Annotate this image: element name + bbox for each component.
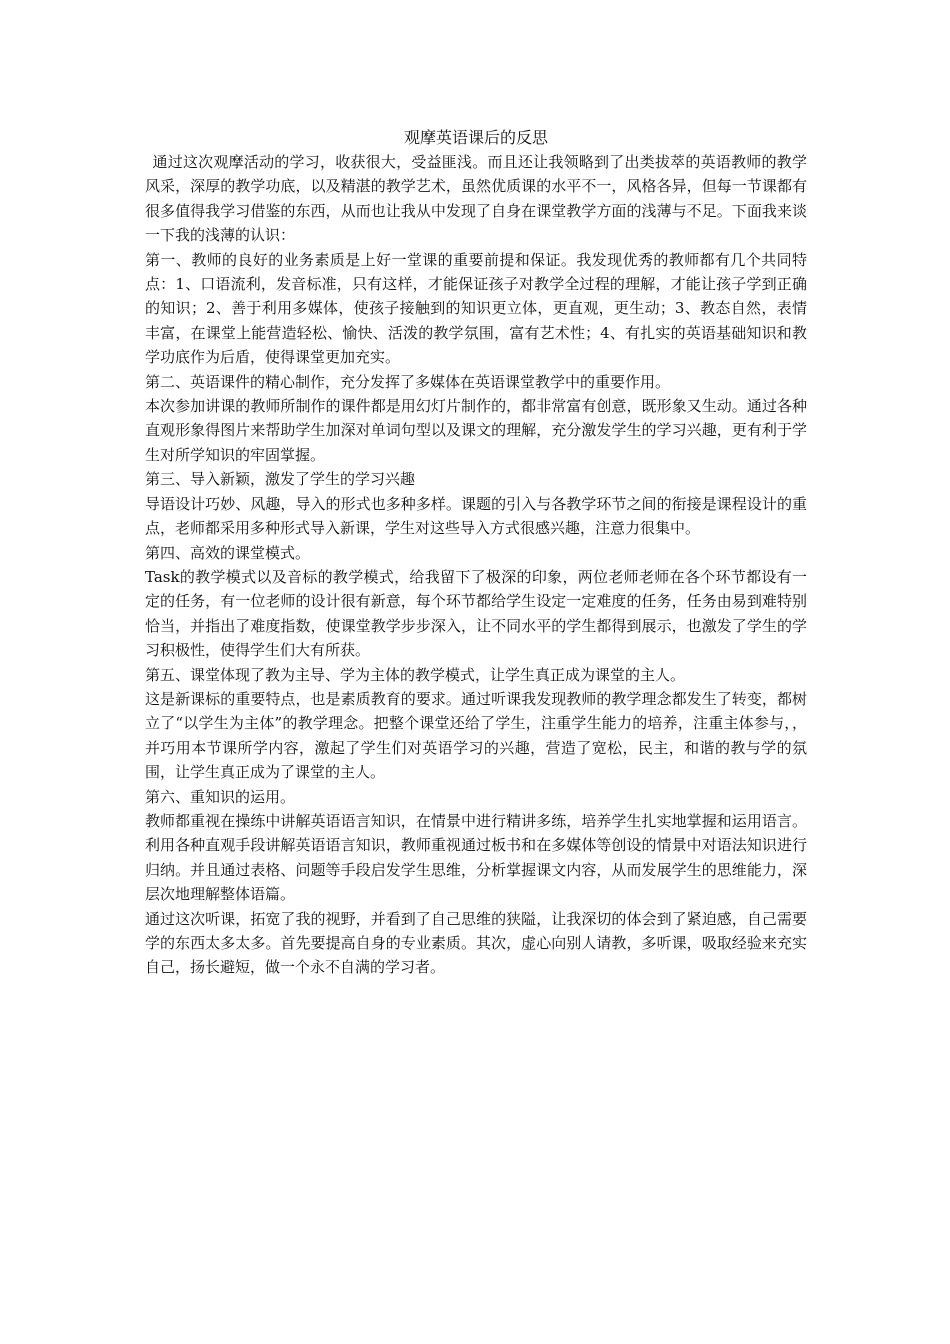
section-6-heading: 第六、重知识的运用。	[145, 787, 296, 806]
section-3-heading: 第三、导入新颖，激发了学生的学习兴趣	[145, 470, 416, 489]
section-2-body: 本次参加讲课的教师所制作的课件都是用幻灯片制作的，都非常富有创意，既形象又生动。通过各种直观形象得图片来帮助学生加深对单词句型以及课文的理解，充分激发学生的学习兴趣，更有利于学生对所学知识的牢固掌握。	[145, 397, 807, 464]
section-4-heading: 第四、高效的课堂模式。	[145, 543, 311, 562]
intro-paragraph: 通过这次观摩活动的学习，收获很大，受益匪浅。而且还让我领略到了出类拔萃的英语教师的教学风采，深厚的教学功底，以及精湛的教学艺术，虽然优质课的水平不一，风格各异，但每一节课都有很多值得我学习借鉴的东西，从而也让我从中发现了自身在课堂教学方面的浅薄与不足。下面我来谈一下我的浅薄的认识：	[145, 153, 807, 245]
section-4-body: Task的教学模式以及音标的教学模式，给我留下了极深的印象，两位老师老师在各个环节都设有一定的任务，有一位老师的设计很有新意，每个环节都给学生设定一定难度的任务，任务由易到难特别恰当，并指出了难度指数，使课堂教学步步深入，让不同水平的学生都得到展示，也激发了学生的学习积极性，使得学生们大有所获。	[145, 567, 807, 660]
section-6-body: 教师都重视在操练中讲解英语语言知识，在情景中进行精讲多练，培养学生扎实地掌握和运用语言。利用各种直观手段讲解英语语言知识，教师重视通过板书和在多媒体等创设的情景中对语法知识进行归纳。并且通过表格、问题等手段启发学生思维，分析掌握课文内容，从而发展学生的思维能力，深层次地理解整体语篇。	[145, 811, 807, 904]
document-title: 观摩英语课后的反思	[403, 128, 548, 147]
section-1-heading: 第一、教师的良好的业务素质是上好一堂课的重要前提和保证。我发现优秀的教师都有几个共同特点：1、口语流利，发音标准，只有这样，才能保证孩子对教学全过程的理解，才能让孩子学到正确的知识；2、善于利用多媒体，使孩子接触到的知识更立体，更直观，更生动；3、教态自然，表情丰富，在课堂上能营造轻松、愉快、活泼的教学氛围，富有艺术性；4、有扎实的英语基础知识和教学功底作为后盾，使得课堂更加充实。	[145, 250, 807, 367]
section-5-heading: 第五、课堂体现了教为主导、学为主体的教学模式，让学生真正成为课堂的主人。	[145, 665, 686, 684]
document-page	[145, 126, 807, 980]
section-3-body: 导语设计巧妙、风趣，导入的形式也多种多样。课题的引入与各教学环节之间的衔接是课程设计的重点，老师都采用多种形式导入新课，学生对这些导入方式很感兴趣，注意力很集中。	[145, 494, 807, 538]
section-2-heading: 第二、英语课件的精心制作，充分发挥了多媒体在英语课堂教学中的重要作用。	[145, 372, 671, 391]
section-5-body: 这是新课标的重要特点，也是素质教育的要求。通过听课我发现教师的教学理念都发生了转变，都树立了“以学生为主体”的教学理念。把整个课堂还给了学生，注重学生能力的培养，注重主体参与，，并巧用本节课所学内容，激起了学生们对英语学习的兴趣，营造了宽松，民主，和谐的教与学的氛围，让学生真正成为了课堂的主人。	[145, 689, 807, 782]
conclusion-paragraph: 通过这次听课，拓宽了我的视野，并看到了自己思维的狭隘，让我深切的体会到了紧迫感，自己需要学的东西太多太多。首先要提高自身的专业素质。其次，虚心向别人请教，多听课，吸取经验来充实自己，扬长避短，做一个永不自满的学习者。	[145, 909, 807, 977]
